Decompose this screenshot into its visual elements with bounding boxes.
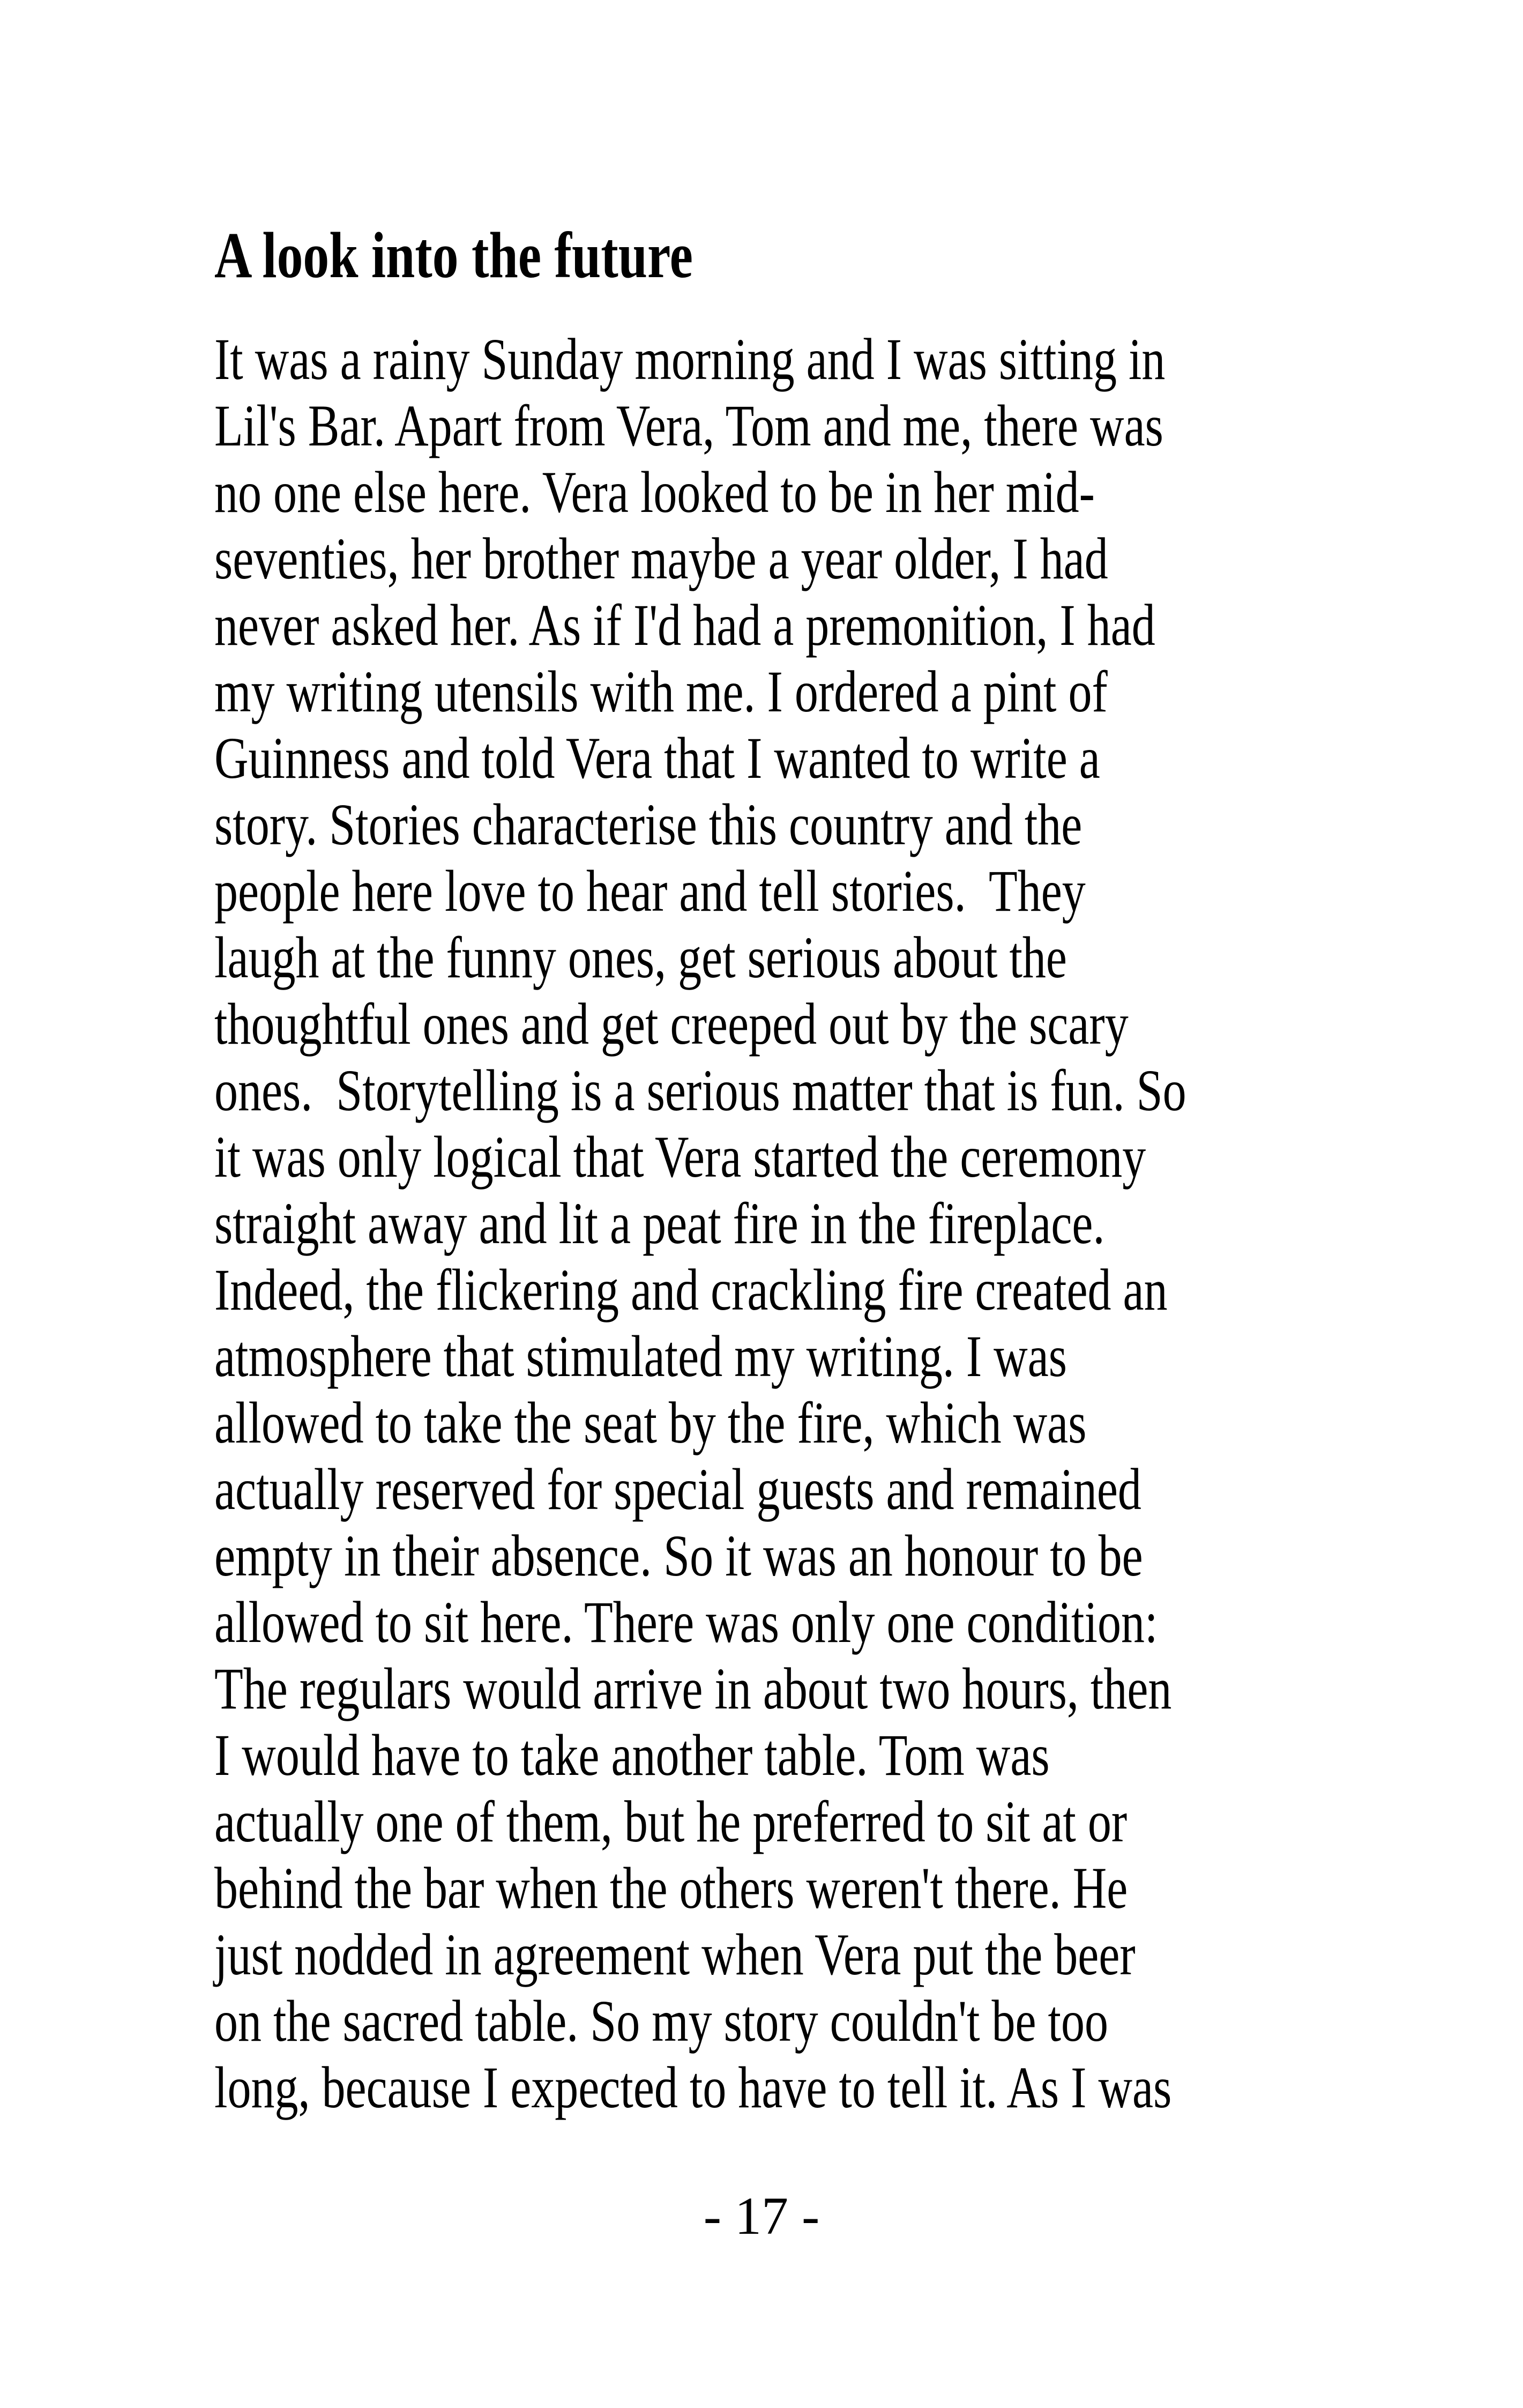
text-line: I would have to take another table. Tom was xyxy=(214,1722,1050,1788)
text-line: ones. Storytelling is a serious matter that is fun. So xyxy=(214,1058,1186,1123)
text-line: story. Stories characterise this country and the xyxy=(214,792,1082,857)
text-line: seventies, her brother maybe a year older, I had xyxy=(214,526,1108,591)
story-content xyxy=(214,218,1312,2121)
text-line: laugh at the funny ones, get serious about the xyxy=(214,925,1067,990)
text-line: actually one of them, but he preferred to sit at or xyxy=(214,1789,1128,1854)
text-line: allowed to sit here. There was only one condition: xyxy=(214,1589,1158,1655)
text-line: actually reserved for special guests and remained xyxy=(214,1456,1141,1522)
story-body xyxy=(214,326,1312,2121)
text-line: atmosphere that stimulated my writing. I was xyxy=(214,1324,1067,1389)
text-line: it was only logical that Vera started the ceremony xyxy=(214,1124,1146,1190)
text-line: no one else here. Vera looked to be in her mid- xyxy=(214,459,1095,525)
text-line: Guinness and told Vera that I wanted to write a xyxy=(214,725,1100,791)
page-title: A look into the future xyxy=(214,219,693,292)
text-line: my writing utensils with me. I ordered a pint of xyxy=(214,659,1108,724)
text-line: just nodded in agreement when Vera put the beer xyxy=(214,1922,1136,1987)
text-line: allowed to take the seat by the fire, which was xyxy=(214,1390,1087,1455)
text-line: on the sacred table. So my story couldn't be too xyxy=(214,1988,1108,2054)
text-line: thoughtful ones and get creeped out by the scary xyxy=(214,991,1129,1057)
page-number: - 17 - xyxy=(703,2186,820,2246)
text-line: It was a rainy Sunday morning and I was sitting in xyxy=(214,326,1166,392)
text-line: never asked her. As if I'd had a premonition, I had xyxy=(214,592,1155,658)
text-line: Lil's Bar. Apart from Vera, Tom and me, there was xyxy=(214,393,1163,458)
text-line: long, because I expected to have to tell it. As I was xyxy=(214,2055,1172,2120)
text-line: Indeed, the flickering and crackling fire created an xyxy=(214,1257,1168,1322)
text-line: behind the bar when the others weren't there. He xyxy=(214,1855,1128,1921)
text-line: straight away and lit a peat fire in the fireplace. xyxy=(214,1191,1105,1256)
text-line: people here love to hear and tell stories. They xyxy=(214,858,1086,924)
text-line: The regulars would arrive in about two hours, then xyxy=(214,1656,1172,1721)
text-line: empty in their absence. So it was an honour to be xyxy=(214,1523,1143,1588)
